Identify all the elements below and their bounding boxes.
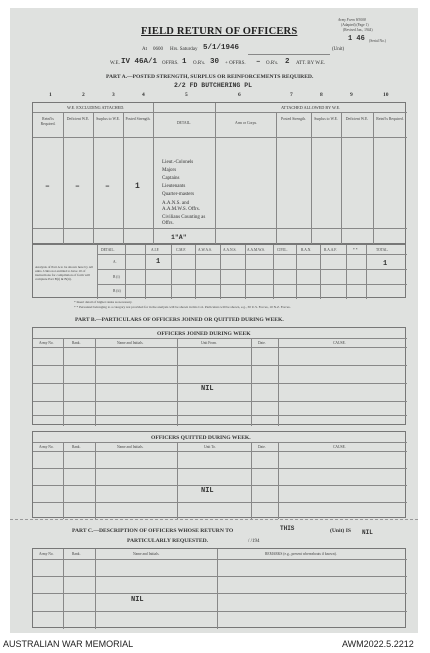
ors-value: 30 <box>210 58 220 66</box>
joined-col-name: Name and Initials. <box>117 341 144 345</box>
analysis-head-aans: A.A.N.S. <box>223 248 237 252</box>
analysis-head-total: TOTAL. <box>376 248 389 252</box>
reinfts-value: – <box>45 182 50 191</box>
part-c-table <box>32 548 406 628</box>
time-value: 0600 <box>153 47 163 52</box>
part-c-date-blank: / /194 <box>248 539 260 544</box>
att-label: ATT. BY W.E. <box>296 61 326 66</box>
ors2-value: 2 <box>285 58 290 66</box>
col-head-deficient: Deficient W.E. <box>66 117 90 121</box>
revised-note: (Revised Jan., 1944) <box>343 28 373 32</box>
quitted-col-cause: CAUSE. <box>333 445 346 449</box>
rank-lieutenants: Lieutenants <box>162 184 186 189</box>
unit-name: 2/2 FD BUTCHERING PL <box>174 82 253 89</box>
cut-line <box>10 519 418 520</box>
rank-quartermasters: Quarter-masters <box>162 192 195 197</box>
part-c-particularly: PARTICULARLY REQUESTED. <box>127 538 209 544</box>
col-number: 9 <box>350 92 353 98</box>
rank-captains: Captains <box>162 176 180 181</box>
analysis-row-bii: B (ii) <box>113 289 121 293</box>
adapted-note: (Adapted) (Page 1) <box>341 23 369 27</box>
joined-col-rank: Rank. <box>72 341 81 345</box>
rank-aans: A.A.N.S. and A.A.M.W.S. Offrs. <box>162 201 200 212</box>
analysis-footnote-1: * Insert detail of higher ranks as necessary. <box>74 300 133 304</box>
analysis-head-awas: A.W.A.S. <box>198 248 212 252</box>
col-number: 6 <box>238 92 241 98</box>
col-number: 1 <box>49 92 52 98</box>
analysis-head-cmf: C.M.F. <box>176 248 186 252</box>
quitted-col-army-no: Army No. <box>39 445 54 449</box>
quitted-title: OFFICERS QUITTED DURING WEEK. <box>151 435 251 441</box>
date-value: 5/1/1946 <box>203 44 240 52</box>
form-title: FIELD RETURN OF OFFICERS <box>141 26 298 37</box>
plus-offrs-label: + OFFRS. <box>225 61 246 66</box>
col-number: 10 <box>383 92 389 98</box>
joined-col-army-no: Army No. <box>39 341 54 345</box>
aif-value: 1 <box>156 258 161 266</box>
analysis-head-other: * * <box>353 248 358 252</box>
quitted-table <box>32 431 406 518</box>
analysis-head-ran: R.A.N. <box>301 248 312 252</box>
total-value: 1 <box>383 260 388 268</box>
rank-majors: Majors <box>162 168 177 173</box>
analysis-head-civil: CIVIL. <box>277 248 288 252</box>
offrs-label: OFFRS. <box>162 61 179 66</box>
joined-title: OFFICERS JOINED DURING WEEK <box>157 331 251 337</box>
col-head-reinfts-r: Reinf'ts Required. <box>376 117 404 121</box>
footer-credit: AUSTRALIAN WAR MEMORIAL <box>3 639 134 649</box>
joined-col-cause: CAUSE. <box>333 341 346 345</box>
col-head-detail: DETAIL. <box>176 121 192 125</box>
plus-offrs-value: – <box>256 58 261 66</box>
we-label: W.E. <box>110 61 120 66</box>
unit-blank-line <box>248 54 330 55</box>
column-numbers <box>32 91 406 101</box>
serial-value: 1 46 <box>348 35 365 43</box>
col-head-surplus: Surplus to W.E. <box>96 117 120 121</box>
analysis-table <box>32 244 406 298</box>
col-number: 2 <box>82 92 85 98</box>
hrs-day-label: Hrs. Saturday <box>170 47 198 52</box>
quitted-col-date: Date. <box>258 445 266 449</box>
analysis-note: Analysis of Part A to be shown here by All units. Units not entitled to have 10 of instructions for compilation of form will complete Part B(i) & B(ii). <box>35 265 93 281</box>
ors2-label: O.R's. <box>266 61 279 66</box>
part-c-nil-value: NIL <box>362 529 373 536</box>
unit-label: (Unit) <box>332 47 345 52</box>
joined-table <box>32 327 406 425</box>
analysis-row-a: A. <box>113 260 117 264</box>
col-head-deficient-r: Deficient W.E. <box>345 117 369 121</box>
col-head-surplus-r: Surplus to W.E. <box>314 117 338 121</box>
analysis-footnote-2: * * Personnel belonging to a category not provided for in the analysis will be shown in this Col. Particulars will be shown, e.g., 30 U.S. Forces, 10 N.Z. Forces. <box>74 305 291 309</box>
col-head-posted-r: Posted Strength. <box>281 117 306 121</box>
analysis-row-bi: B (i) <box>113 275 120 279</box>
serial-label: (Serial No.) <box>369 39 386 43</box>
part-c-col-army-no: Army No. <box>39 552 54 556</box>
part-c-title: PART C.—DESCRIPTION OF OFFICERS WHOSE RETURN TO <box>72 528 234 534</box>
ors-label: O.R's. <box>193 61 206 66</box>
attached-allowed-heading: ATTACHED ALLOWED BY W.E. <box>281 105 341 110</box>
analysis-head-aamws: A.A.M.W.S. <box>247 248 265 252</box>
quitted-nil: NIL <box>201 487 214 495</box>
col-number: 5 <box>185 92 188 98</box>
part-c-col-name: Name and Initials. <box>133 552 160 556</box>
col-head-posted: Posted Strength. <box>125 117 151 121</box>
footer-accession-number: AWM2022.5.2212 <box>342 639 414 649</box>
we-value: IV 46A/1 <box>121 58 158 66</box>
army-form-number: Army Form W3008 <box>338 18 366 22</box>
part-b-title: PART B.—PARTICULARS OF OFFICERS JOINED OR QUITTED DURING WEEK. <box>75 317 284 323</box>
quitted-col-unit-to: Unit To. <box>204 445 216 449</box>
part-a-title: PART A.—POSTED STRENGTH, SURPLUS OR REINFORCEMENTS REQUIRED. <box>106 74 314 80</box>
we-excluding-heading: W.E. EXCLUDING ATTACHED. <box>67 105 125 110</box>
analysis-head-detail: DETAIL. <box>101 248 115 252</box>
ia-value: 1"A" <box>171 234 187 241</box>
part-c-nil: NIL <box>131 596 144 604</box>
offrs-value: 1 <box>182 58 187 66</box>
at-label: At <box>142 47 147 52</box>
col-number: 3 <box>112 92 115 98</box>
form-sheet <box>10 8 418 633</box>
part-c-unit-is: (Unit) IS <box>330 528 351 534</box>
joined-col-date: Date. <box>258 341 266 345</box>
part-c-col-remarks: REMARKS (e.g., present whereabouts if known). <box>265 552 337 556</box>
col-number: 8 <box>320 92 323 98</box>
part-c-this: THIS <box>280 525 295 532</box>
quitted-col-name: Name and Initials. <box>117 445 144 449</box>
part-a-table <box>32 102 406 244</box>
col-head-reinfts: Reinf'ts Required. <box>40 117 56 126</box>
joined-nil: NIL <box>201 385 214 393</box>
joined-col-unit-from: Unit From. <box>201 341 217 345</box>
posted-value: 1 <box>135 182 140 191</box>
analysis-head-aif: A.I.F. <box>151 248 160 252</box>
col-number: 7 <box>290 92 293 98</box>
deficient-value: – <box>75 182 80 191</box>
col-number: 4 <box>142 92 145 98</box>
quitted-col-rank: Rank. <box>72 445 81 449</box>
analysis-head-raaf: R.A.A.F. <box>324 248 337 252</box>
part-c-col-rank: Rank. <box>72 552 81 556</box>
col-head-arm-corps: Arm or Corps. <box>234 121 258 125</box>
rank-lieut-colonels: Lieut.-Colonels <box>162 160 194 165</box>
rank-civilians: Civilians Counting as Offrs. <box>162 215 206 226</box>
surplus-value: – <box>105 182 110 191</box>
